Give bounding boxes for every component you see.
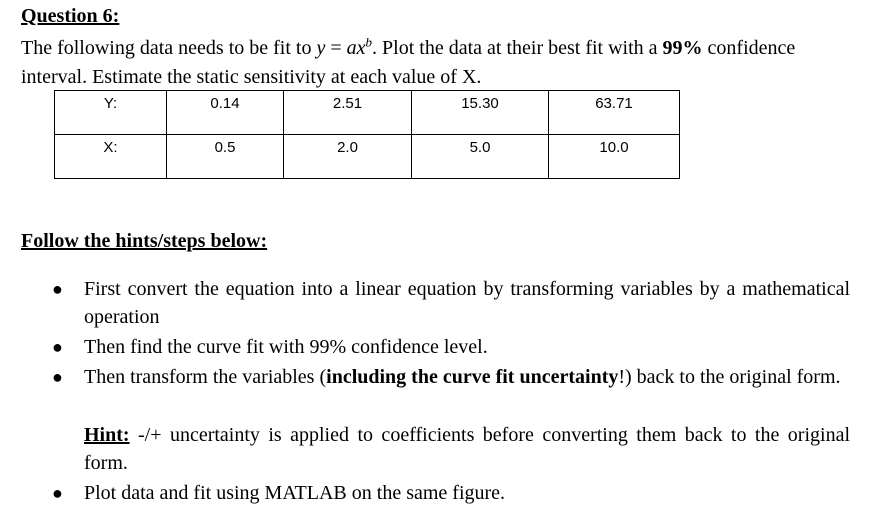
- equation-exponent: b: [365, 34, 373, 50]
- hint-note: [0, 421, 850, 477]
- hint-block: [0, 421, 850, 477]
- step-3-text-start: Then transform the variables (: [84, 366, 327, 388]
- step-2-text: Then find the curve fit with 99% confidence level.: [84, 336, 488, 358]
- table-cell: 0.5: [167, 135, 284, 179]
- table-cell: 15.30: [412, 91, 549, 135]
- bullet-icon: ●: [52, 279, 63, 299]
- row-label-y: Y:: [55, 91, 167, 135]
- step-3-text-end: !) back to the original form.: [618, 366, 841, 388]
- hint-label: Hint:: [84, 424, 130, 446]
- step-1-text: First convert the equation into a linear equation by transforming variables by a mathematical operation: [84, 278, 850, 328]
- intro-text-end: confidence interval. Estimate the static sensitivity at each value of X.: [21, 37, 796, 88]
- steps-list: [0, 275, 850, 393]
- question-text: [21, 34, 861, 92]
- table-cell: 63.71: [549, 91, 680, 135]
- table-cell: 0.14: [167, 91, 284, 135]
- hints-title: Follow the hints/steps below:: [21, 230, 268, 252]
- intro-text-mid: . Plot the data at their best fit with a: [372, 37, 663, 59]
- table-cell: 5.0: [412, 135, 549, 179]
- confidence-level: 99%: [662, 37, 703, 59]
- table-cell: 10.0: [549, 135, 680, 179]
- step-4-text: Plot data and fit using MATLAB on the same figure.: [84, 482, 506, 504]
- list-item: [0, 363, 850, 391]
- bullet-icon: ●: [52, 483, 63, 503]
- step-3-emphasis: including the curve fit uncertainty: [326, 366, 619, 388]
- intro-text-start: The following data needs to be fit to: [21, 37, 317, 59]
- row-label-x: X:: [55, 135, 167, 179]
- steps-list-end: [0, 479, 850, 509]
- table-row-y: [55, 91, 680, 135]
- list-item: [0, 479, 850, 507]
- table-cell: 2.0: [284, 135, 412, 179]
- question-title: Question 6:: [21, 5, 120, 27]
- equation-equals: =: [325, 37, 347, 59]
- table-row-x: [55, 135, 680, 179]
- bullet-icon: ●: [52, 367, 63, 387]
- data-table: [54, 90, 680, 179]
- equation-rhs: ax: [346, 37, 366, 59]
- list-item: [0, 275, 850, 331]
- hint-text: -/+ uncertainty is applied to coefficients before converting them back to the original form.: [84, 424, 850, 474]
- list-item: [0, 333, 850, 361]
- table-cell: 2.51: [284, 91, 412, 135]
- bullet-icon: ●: [52, 337, 63, 357]
- equation-lhs: y: [316, 37, 326, 59]
